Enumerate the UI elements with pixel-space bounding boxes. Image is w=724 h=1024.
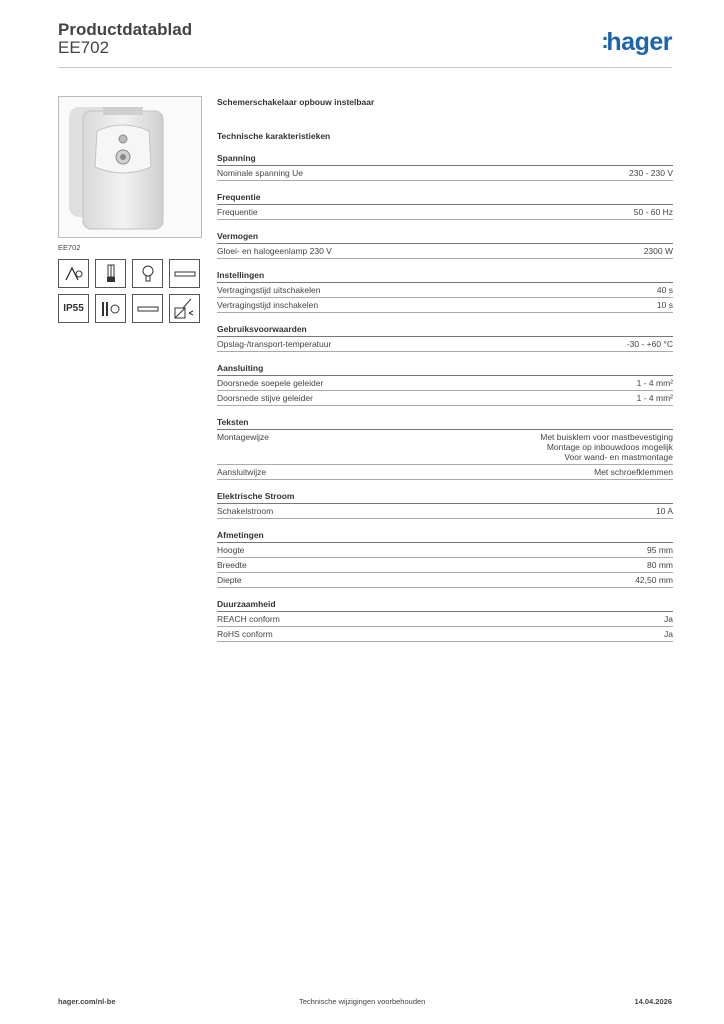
spec-value: 230 - 230 V	[629, 168, 673, 178]
section-title: Gebruiksvoorwaarden	[217, 324, 673, 337]
spec-value: Ja	[664, 614, 673, 624]
spec-label: Vertragingstijd uitschakelen	[217, 285, 321, 295]
section-title: Spanning	[217, 153, 673, 166]
footer-date: 14.04.2026	[634, 997, 672, 1006]
spec-section	[217, 231, 673, 259]
section-title: Frequentie	[217, 192, 673, 205]
spec-label: REACH conform	[217, 614, 280, 624]
footer-website-link[interactable]: hager.com/nl-be	[58, 997, 116, 1006]
spec-row	[217, 376, 673, 391]
spec-section	[217, 192, 673, 220]
spec-label: Diepte	[217, 575, 242, 585]
spec-row	[217, 627, 673, 642]
class-icon	[95, 294, 126, 323]
feature-icons	[58, 259, 202, 329]
spec-value: 2300 W	[643, 246, 673, 256]
spec-label: Montagewijze	[217, 432, 269, 442]
spec-label: Schakelstroom	[217, 506, 274, 516]
image-caption: EE702	[58, 243, 81, 252]
tech-title: Technische karakteristieken	[217, 131, 331, 141]
bulb-icon	[132, 259, 163, 288]
spec-section	[217, 363, 673, 406]
spec-row	[217, 205, 673, 220]
spec-section	[217, 599, 673, 642]
spec-label: Aansluitwijze	[217, 467, 267, 477]
spec-label: Doorsnede soepele geleider	[217, 378, 324, 388]
spec-row	[217, 465, 673, 480]
spec-row	[217, 337, 673, 352]
section-title: Elektrische Stroom	[217, 491, 673, 504]
spec-section	[217, 270, 673, 313]
spec-value: Met schroefklemmen	[594, 467, 673, 477]
spec-section	[217, 153, 673, 181]
spec-content	[217, 97, 673, 653]
logo-text: hager	[606, 28, 672, 56]
spec-section	[217, 491, 673, 519]
spec-section	[217, 417, 673, 480]
document-title: Productdatablad	[58, 20, 193, 39]
spec-value: 42,50 mm	[635, 575, 673, 585]
product-code: EE702	[58, 38, 110, 57]
spec-label: Hoogte	[217, 545, 245, 555]
spec-label: Frequentie	[217, 207, 258, 217]
hager-logo[interactable]: :hager	[601, 28, 672, 56]
section-title: Teksten	[217, 417, 673, 430]
sensor-icon	[58, 259, 89, 288]
spec-row	[217, 430, 673, 465]
spec-label: Vertragingstijd inschakelen	[217, 300, 319, 310]
spec-section	[217, 324, 673, 352]
spec-row	[217, 391, 673, 406]
spec-row	[217, 558, 673, 573]
lamp-fluorescent-icon	[95, 259, 126, 288]
spec-row	[217, 166, 673, 181]
line-icon	[132, 294, 163, 323]
spec-value: 95 mm	[647, 545, 673, 555]
spec-value: Ja	[664, 629, 673, 639]
header-divider	[58, 67, 672, 68]
spec-label: RoHS conform	[217, 629, 273, 639]
spec-row	[217, 612, 673, 627]
spec-value: 40 s	[656, 285, 673, 295]
spec-label: Gloei- en halogeenlamp 230 V	[217, 246, 332, 256]
spec-value: 1 - 4 mm²	[636, 378, 673, 388]
tube-lamp-icon	[169, 259, 200, 288]
spec-label: Doorsnede stijve geleider	[217, 393, 313, 403]
spec-label: Opslag-/transport-temperatuur	[217, 339, 332, 349]
spec-row	[217, 244, 673, 259]
spec-value: 1 - 4 mm²	[636, 393, 673, 403]
product-name: Schemerschakelaar opbouw instelbaar	[217, 97, 375, 107]
spec-row	[217, 298, 673, 313]
product-photo	[58, 96, 202, 238]
spec-row	[217, 504, 673, 519]
footer-disclaimer: Technische wijzigingen voorbehouden	[299, 997, 426, 1006]
spec-section	[217, 530, 673, 588]
mounting-icon	[169, 294, 200, 323]
spec-value: 10 A	[655, 506, 673, 516]
spec-label: Breedte	[217, 560, 247, 570]
section-title: Instellingen	[217, 270, 673, 283]
section-title: Afmetingen	[217, 530, 673, 543]
section-title: Aansluiting	[217, 363, 673, 376]
ip-rating-badge: IP55	[58, 294, 89, 323]
spec-row	[217, 573, 673, 588]
section-title: Duurzaamheid	[217, 599, 673, 612]
section-title: Vermogen	[217, 231, 673, 244]
spec-value: -30 - +60 °C	[626, 339, 673, 349]
spec-label: Nominale spanning Ue	[217, 168, 303, 178]
spec-value: 80 mm	[647, 560, 673, 570]
spec-value: Met buisklem voor mastbevestiging Montage op inbouwdoos mogelijk Voor wand- en mastmontage	[540, 432, 673, 462]
spec-value: 10 s	[656, 300, 673, 310]
spec-value: 50 - 60 Hz	[633, 207, 673, 217]
spec-row	[217, 283, 673, 298]
spec-row	[217, 543, 673, 558]
